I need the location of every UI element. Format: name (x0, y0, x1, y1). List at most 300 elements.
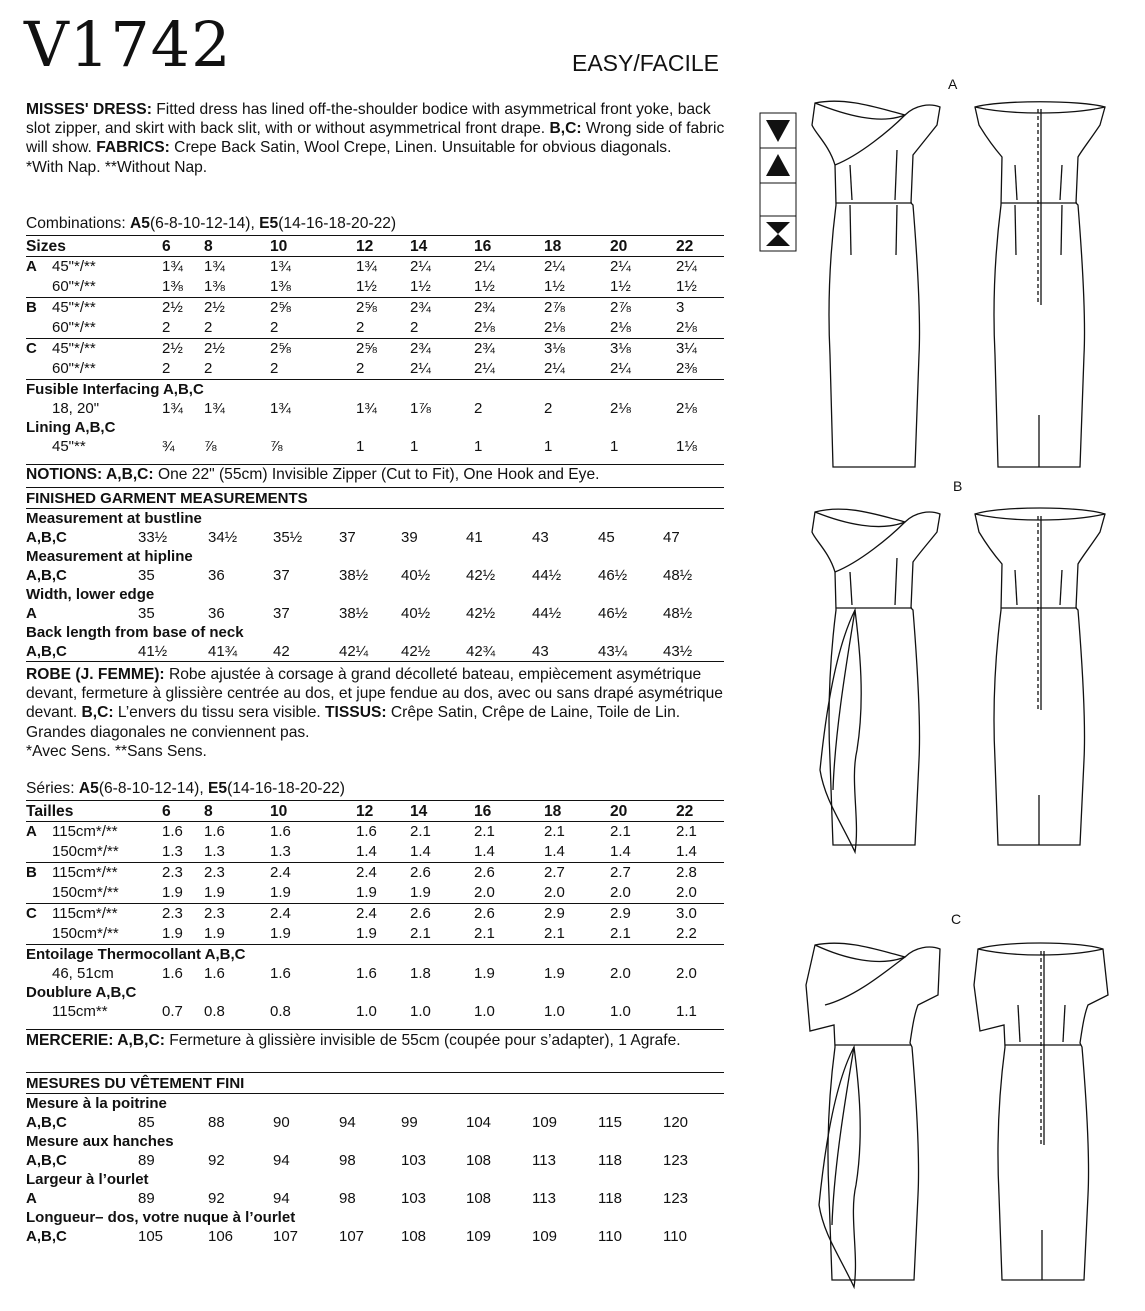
table-cell: 2½ (204, 299, 225, 316)
english-notions (26, 465, 724, 484)
size-header: 6 (162, 238, 171, 255)
table-cell: 2.2 (676, 925, 697, 942)
measurement-cell: 109 (532, 1228, 558, 1245)
desc-bc: B,C: (549, 120, 582, 138)
table-cell: 1.0 (356, 1003, 377, 1020)
table-cell: 1.9 (270, 925, 291, 942)
measurement-cell: 47 (663, 529, 680, 546)
table-cell: 1.9 (204, 925, 225, 942)
table-cell: 1.9 (162, 925, 183, 942)
table-cell: 2.1 (410, 823, 431, 840)
table-cell: 2.1 (610, 925, 631, 942)
combinations-label: Combinations: (26, 215, 131, 232)
table-cell: 1.0 (610, 1003, 631, 1020)
table-cell: 0.8 (204, 1003, 225, 1020)
view-label: B (26, 864, 37, 881)
measurement-view: A (26, 1190, 37, 1207)
measurement-row (26, 566, 724, 585)
measurement-label-row (26, 1094, 724, 1113)
measurement-cell: 103 (401, 1190, 427, 1207)
fabric-width: 60"*/** (52, 360, 96, 377)
measurement-cell: 98 (339, 1190, 356, 1207)
measurement-cell: 37 (273, 605, 290, 622)
measurement-view: A,B,C (26, 567, 67, 584)
combo-a5-sizes: (6-8-10-12-14), (98, 780, 209, 797)
table-cell: 3⅛ (544, 340, 565, 357)
table-cell: 2.0 (610, 884, 631, 901)
table-cell: 2.1 (544, 925, 565, 942)
fabric-width: 45"*/** (52, 340, 96, 357)
table-cell: 1 (610, 438, 619, 455)
size-header: 12 (356, 803, 374, 820)
measurement-cell: 103 (401, 1152, 427, 1169)
measurement-cell: 107 (339, 1228, 365, 1245)
fabrics-label: FABRICS: (96, 139, 170, 157)
table-cell: ⅞ (270, 438, 283, 455)
fabric-width: 115cm*/** (52, 823, 118, 840)
table-cell: 3⅛ (610, 340, 631, 357)
sizes-header-row (26, 802, 724, 821)
table-cell: 2.0 (544, 884, 565, 901)
table-cell: 2 (544, 400, 553, 417)
measurement-view: A,B,C (26, 1114, 67, 1131)
measurement-cell: 43 (532, 643, 549, 660)
table-row (26, 298, 724, 318)
interfacing-label: Entoilage Thermocollant A,B,C (26, 946, 246, 963)
table-cell: 1.1 (676, 1003, 697, 1020)
table-cell: 1¾ (204, 400, 225, 417)
table-cell: 1.4 (676, 843, 697, 860)
measurement-cell: 42 (273, 643, 290, 660)
size-header: 12 (356, 238, 374, 255)
table-row (26, 883, 724, 903)
measurement-cell: 108 (401, 1228, 427, 1245)
table-cell: 2.6 (474, 905, 495, 922)
measurement-cell: 44½ (532, 605, 562, 622)
table-cell: 2¾ (410, 340, 431, 357)
table-cell: 2⅛ (610, 319, 631, 336)
measurement-cell: 36 (208, 605, 225, 622)
measurement-cell: 48½ (663, 605, 693, 622)
table-cell: 1.6 (356, 965, 377, 982)
table-cell: 1.8 (410, 965, 431, 982)
table-cell: 2.3 (162, 864, 183, 881)
table-cell: 2.3 (162, 905, 183, 922)
measurement-cell: 110 (598, 1228, 622, 1245)
table-cell: 2.9 (610, 905, 631, 922)
measurement-title: Back length from base of neck (26, 624, 244, 641)
measurement-title: Width, lower edge (26, 586, 155, 603)
table-cell: 1.9 (474, 965, 495, 982)
combo-e5: E5 (208, 780, 228, 797)
measurement-cell: 38½ (339, 567, 369, 584)
table-cell: 1 (410, 438, 419, 455)
table-row (26, 437, 724, 456)
table-cell: 2⅛ (676, 319, 697, 336)
lining-label: Lining A,B,C (26, 419, 116, 436)
view-c-front-illustration (800, 935, 945, 1295)
measurement-cell: 107 (273, 1228, 299, 1245)
table-cell: 1¾ (270, 400, 291, 417)
measurement-label-row (26, 1132, 724, 1151)
divider (26, 800, 724, 801)
fabrics-text: Crêpe Satin, Crêpe de Laine, Toile de Lin. Grandes diagonales ne conviennent pas. (26, 704, 681, 741)
table-cell: 2¼ (610, 360, 631, 377)
table-cell: 1.4 (410, 843, 431, 860)
table-cell: 1.4 (610, 843, 631, 860)
table-cell: 2.6 (474, 864, 495, 881)
table-cell: 2⅞ (610, 299, 631, 316)
table-cell: 1.9 (270, 884, 291, 901)
fabric-width: 150cm*/** (52, 884, 119, 901)
measurement-cell: 41½ (138, 643, 168, 660)
measurement-title: Measurement at hipline (26, 548, 193, 565)
measurement-row (26, 1227, 724, 1246)
measurement-cell: 89 (138, 1152, 155, 1169)
measurement-cell: 109 (466, 1228, 492, 1245)
table-cell: 1½ (410, 278, 431, 295)
measurement-title: Mesure aux hanches (26, 1133, 174, 1150)
table-cell: 2 (204, 360, 213, 377)
sizes-label: Sizes (26, 238, 66, 255)
size-header: 16 (474, 803, 492, 820)
measurement-cell: 33½ (138, 529, 168, 546)
table-cell: 1¾ (356, 258, 377, 275)
measurement-cell: 113 (532, 1190, 556, 1207)
table-cell: 1½ (610, 278, 631, 295)
size-header: 10 (270, 238, 288, 255)
table-cell: 1.6 (204, 823, 225, 840)
measurement-cell: 94 (339, 1114, 356, 1131)
measurement-cell: 43½ (663, 643, 693, 660)
table-cell: 2⅛ (610, 400, 631, 417)
size-header: 22 (676, 803, 694, 820)
table-row (26, 924, 724, 944)
table-cell: 1.3 (162, 843, 183, 860)
measurement-row (26, 1113, 724, 1132)
desc-bc: B,C: (81, 704, 114, 722)
fabric-width: 150cm*/** (52, 843, 119, 860)
table-cell: 2.4 (270, 905, 291, 922)
table-cell: ¾ (162, 438, 175, 455)
combo-a5: A5 (78, 780, 99, 797)
interfacing-label-row (26, 380, 724, 399)
measurement-cell: 35 (138, 567, 155, 584)
french-notions (26, 1031, 724, 1050)
table-cell: 2¾ (474, 340, 495, 357)
table-cell: 1¾ (162, 258, 183, 275)
measurement-row (26, 642, 724, 661)
fabrics-label: TISSUS: (325, 704, 387, 722)
size-header: 18 (544, 803, 562, 820)
lining-label: Doublure A,B,C (26, 984, 137, 1001)
table-cell: 2.6 (410, 905, 431, 922)
table-cell: 2 (162, 360, 171, 377)
measurement-cell: 46½ (598, 567, 628, 584)
view-label: C (26, 905, 37, 922)
table-cell: 1.9 (356, 884, 377, 901)
table-cell: 2¼ (544, 258, 565, 275)
size-header: 20 (610, 803, 628, 820)
measurements-title (26, 489, 724, 508)
english-combinations (26, 215, 396, 233)
measurement-cell: 37 (273, 567, 290, 584)
measurement-cell: 40½ (401, 605, 431, 622)
table-cell: 2.1 (410, 925, 431, 942)
table-cell: 0.7 (162, 1003, 183, 1020)
table-cell: 2.0 (610, 965, 631, 982)
table-cell: 2.3 (204, 905, 225, 922)
table-cell: 2.0 (676, 884, 697, 901)
table-cell: 1.6 (162, 823, 183, 840)
measurement-cell: 88 (208, 1114, 225, 1131)
table-cell: 2 (270, 319, 279, 336)
size-header: 20 (610, 238, 628, 255)
measurement-title: Measurement at bustline (26, 510, 202, 527)
measurement-label-row (26, 547, 724, 566)
measurement-view: A,B,C (26, 643, 67, 660)
measurement-cell: 94 (273, 1152, 290, 1169)
table-cell: 1.9 (356, 925, 377, 942)
table-cell: 2.6 (410, 864, 431, 881)
measurement-cell: 123 (663, 1190, 689, 1207)
table-cell: 3.0 (676, 905, 697, 922)
measurement-view: A,B,C (26, 1152, 67, 1169)
table-cell: 2½ (204, 340, 225, 357)
measurement-cell: 39 (401, 529, 418, 546)
measurement-view: A,B,C (26, 529, 67, 546)
measurement-cell: 109 (532, 1114, 558, 1131)
table-cell: 1¾ (162, 400, 183, 417)
table-cell: 2 (162, 319, 171, 336)
combo-e5-sizes: (14-16-18-20-22) (278, 215, 397, 232)
table-cell: 1.4 (356, 843, 377, 860)
table-cell: 2⅛ (474, 319, 495, 336)
difficulty-label: EASY/FACILE (572, 50, 720, 76)
table-row (26, 399, 724, 418)
table-cell: 2.1 (474, 823, 495, 840)
measurement-cell: 48½ (663, 567, 693, 584)
view-b-front-illustration (805, 500, 945, 860)
measurement-cell: 43 (532, 529, 549, 546)
measurement-cell: 115 (598, 1114, 622, 1131)
table-cell: 1.6 (162, 965, 183, 982)
measurements-title (26, 1074, 724, 1093)
table-row (26, 822, 724, 842)
english-yardage-table (26, 237, 724, 456)
desc-bc-text: Wrong side of fabric will show. (26, 120, 725, 157)
table-row (26, 863, 724, 883)
view-a-front-illustration (805, 95, 945, 470)
table-cell: 2.1 (544, 823, 565, 840)
measurement-cell: 40½ (401, 567, 431, 584)
combo-e5: E5 (259, 215, 279, 232)
measurement-title: Mesure à la poitrine (26, 1095, 167, 1112)
table-cell: 2⅛ (544, 319, 565, 336)
desc-body: Robe ajustée à corsage à grand décolleté bateau, empiècement asymétrique devant, fermeture à glissière centrée au dos, et jupe fendue au dos, avec ou sans drapé asymétrique devant. (26, 666, 723, 722)
divider (26, 235, 724, 236)
sizes-label: Tailles (26, 803, 74, 820)
table-cell: 2 (410, 319, 419, 336)
notions-text: One 22" (55cm) Invisible Zipper (Cut to Fit), One Hook and Eye. (153, 466, 600, 483)
desc-body: Fitted dress has lined off-the-shoulder bodice with asymmetrical front yoke, back slot zipper, and skirt with back slit, with or without asymmetrical front drape. (26, 101, 711, 138)
measurement-cell: 92 (208, 1152, 225, 1169)
table-cell: 2.4 (356, 905, 377, 922)
measurement-cell: 45 (598, 529, 615, 546)
measurement-cell: 35½ (273, 529, 303, 546)
view-label: A (26, 823, 37, 840)
table-cell: 2.9 (544, 905, 565, 922)
divider (26, 1029, 724, 1030)
table-cell: 2.1 (474, 925, 495, 942)
size-header: 8 (204, 803, 213, 820)
table-cell: 1½ (356, 278, 377, 295)
measurement-cell: 92 (208, 1190, 225, 1207)
table-cell: 2¾ (474, 299, 495, 316)
table-cell: 2¼ (410, 360, 431, 377)
measurement-cell: 38½ (339, 605, 369, 622)
fabric-width: 150cm*/** (52, 925, 119, 942)
table-cell: 1⅞ (410, 400, 431, 417)
fabric-width: 115cm*/** (52, 905, 118, 922)
nap-symbol-icon (759, 112, 797, 252)
size-header: 22 (676, 238, 694, 255)
table-cell: 1½ (544, 278, 565, 295)
measurement-cell: 99 (401, 1114, 418, 1131)
table-cell: 2.1 (676, 823, 697, 840)
table-cell: 0.8 (270, 1003, 291, 1020)
measurement-cell: 98 (339, 1152, 356, 1169)
table-cell: 2¼ (474, 360, 495, 377)
fabric-width: 60"*/** (52, 319, 96, 336)
table-cell: 1.4 (544, 843, 565, 860)
fabric-width: 18, 20" (52, 400, 100, 417)
table-cell: 1⅛ (676, 438, 697, 455)
measurement-label-row (26, 1170, 724, 1189)
measurement-cell: 104 (466, 1114, 492, 1131)
table-cell: 2⅝ (356, 340, 377, 357)
measurement-label-row (26, 1208, 724, 1227)
lining-label-row (26, 418, 724, 437)
table-cell: 1.6 (356, 823, 377, 840)
view-c-back-illustration (968, 935, 1113, 1295)
pattern-number: V1742 (24, 8, 232, 81)
fabric-width: 45"** (52, 438, 86, 455)
measurement-view: A,B,C (26, 1228, 67, 1245)
divider (26, 1072, 724, 1073)
table-cell: 2.1 (610, 823, 631, 840)
table-row (26, 359, 724, 379)
size-header: 16 (474, 238, 492, 255)
fabrics-text: Crepe Back Satin, Wool Crepe, Linen. Unsuitable for obvious diagonals. (169, 139, 672, 157)
view-label: C (26, 340, 37, 357)
table-cell: 2.7 (610, 864, 631, 881)
table-cell: 2 (270, 360, 279, 377)
table-cell: 1.6 (270, 823, 291, 840)
table-cell: 1.3 (270, 843, 291, 860)
table-cell: 1½ (676, 278, 697, 295)
table-cell: 2⅛ (676, 400, 697, 417)
table-cell: 2⅝ (270, 340, 291, 357)
fabric-width: 45"*/** (52, 299, 96, 316)
notions-text: Fermeture à glissière invisible de 55cm (coupée pour s’adapter), 1 Agrafe. (164, 1032, 681, 1049)
french-yardage-table (26, 802, 724, 1021)
table-cell: 2 (474, 400, 483, 417)
table-cell: 2¼ (410, 258, 431, 275)
table-cell: 1.9 (544, 965, 565, 982)
desc-bc-text: L’envers du tissu sera visible. (113, 704, 326, 722)
table-cell: 2¾ (410, 299, 431, 316)
measurement-cell: 110 (663, 1228, 687, 1245)
view-label: B (26, 299, 37, 316)
measurements-title: FINISHED GARMENT MEASUREMENTS (26, 490, 308, 507)
measurement-cell: 118 (598, 1190, 622, 1207)
measurement-view: A (26, 605, 37, 622)
table-cell: 1¾ (270, 258, 291, 275)
combo-a5-sizes: (6-8-10-12-14), (149, 215, 260, 232)
table-cell: 2.8 (676, 864, 697, 881)
size-header: 18 (544, 238, 562, 255)
table-cell: 2⅞ (544, 299, 565, 316)
nap-note: *With Nap. **Without Nap. (26, 158, 208, 176)
interfacing-label-row (26, 945, 724, 964)
table-cell: 2½ (162, 299, 183, 316)
french-combinations (26, 780, 345, 798)
table-cell: 2.4 (356, 864, 377, 881)
table-cell: 1.0 (410, 1003, 431, 1020)
table-row (26, 339, 724, 359)
table-cell: 1⅜ (270, 278, 291, 295)
view-a-back-illustration (970, 95, 1110, 470)
fabric-width: 115cm** (52, 1003, 108, 1020)
table-cell: 2¼ (676, 258, 697, 275)
measurements-title: MESURES DU VÊTEMENT FINI (26, 1075, 245, 1092)
table-cell: 2.7 (544, 864, 565, 881)
view-label-a: A (948, 76, 958, 92)
notions-label: MERCERIE: A,B,C: (26, 1032, 165, 1049)
french-description (26, 665, 726, 761)
measurement-row (26, 528, 724, 547)
english-measurements (26, 489, 724, 661)
measurement-row (26, 1189, 724, 1208)
measurement-cell: 44½ (532, 567, 562, 584)
table-row (26, 904, 724, 924)
measurement-cell: 46½ (598, 605, 628, 622)
combo-a5: A5 (130, 215, 150, 232)
measurement-cell: 42½ (466, 567, 496, 584)
size-header: 14 (410, 238, 428, 255)
table-cell: 1½ (474, 278, 495, 295)
table-cell: 3 (676, 299, 685, 316)
measurement-cell: 94 (273, 1190, 290, 1207)
measurement-cell: 34½ (208, 529, 238, 546)
nap-note: *Avec Sens. **Sans Sens. (26, 742, 207, 760)
size-header: 6 (162, 803, 171, 820)
lining-label-row (26, 983, 724, 1002)
size-header: 14 (410, 803, 428, 820)
combinations-label: Séries: (26, 780, 79, 797)
measurement-cell: 43¼ (598, 643, 628, 660)
desc-title: ROBE (J. FEMME): (26, 666, 165, 683)
divider (26, 487, 724, 488)
table-cell: 2¼ (544, 360, 565, 377)
table-cell: 2⅜ (676, 360, 697, 377)
english-description (26, 100, 726, 177)
fabric-width: 46, 51cm (52, 965, 114, 982)
table-cell: 1.0 (544, 1003, 565, 1020)
measurement-cell: 36 (208, 567, 225, 584)
fabric-width: 115cm*/** (52, 864, 118, 881)
